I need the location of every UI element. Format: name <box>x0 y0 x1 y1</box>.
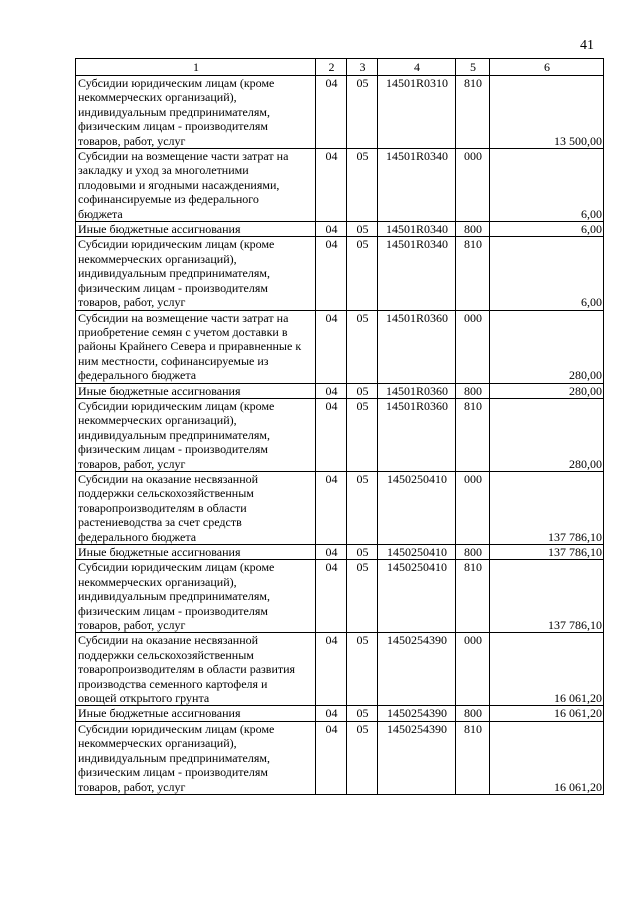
table-row <box>76 222 604 237</box>
amount-cell: 13 500,00 <box>490 76 604 149</box>
expense-type-cell: 000 <box>456 633 490 706</box>
column-header: 6 <box>490 59 604 76</box>
item-name-line: Субсидии юридическим лицам (кроме <box>78 721 275 736</box>
item-name-line: приобретение семян с учетом доставки в <box>78 324 288 339</box>
subsection-code-cell: 05 <box>347 471 378 544</box>
subsection-code-cell: 05 <box>347 706 378 721</box>
amount-cell: 6,00 <box>490 237 604 310</box>
expense-type-cell: 000 <box>456 149 490 222</box>
section-code-cell: 04 <box>316 149 347 222</box>
column-header: 4 <box>378 59 456 76</box>
item-name-line: поддержки сельскохозяйственным <box>78 486 254 501</box>
expense-type-cell: 810 <box>456 237 490 310</box>
subsection-code-cell: 05 <box>347 545 378 560</box>
item-name-line: Иные бюджетные ассигнования <box>78 545 241 559</box>
section-code-cell: 04 <box>316 545 347 560</box>
table-header-row <box>76 59 604 76</box>
item-name-line: федерального бюджета <box>78 368 197 383</box>
table-row <box>76 721 604 794</box>
target-article-cell: 14501R0340 <box>378 237 456 310</box>
item-name-line: Иные бюджетные ассигнования <box>78 383 241 398</box>
item-name-cell <box>76 560 316 633</box>
item-name-line: бюджета <box>78 206 123 221</box>
section-code-cell: 04 <box>316 560 347 633</box>
item-name-line: Субсидии юридическим лицам (кроме <box>78 560 275 575</box>
column-header: 2 <box>316 59 347 76</box>
table-row <box>76 149 604 222</box>
expense-type-cell: 000 <box>456 471 490 544</box>
item-name-line: некоммерческих организаций), <box>78 90 237 105</box>
section-code-cell: 04 <box>316 237 347 310</box>
section-code-cell: 04 <box>316 383 347 398</box>
item-name-line: Субсидии на возмещение части затрат на <box>78 149 289 164</box>
subsection-code-cell: 05 <box>347 222 378 237</box>
column-header: 1 <box>76 59 316 76</box>
item-name-line: растениеводства за счет средств <box>78 515 242 530</box>
item-name-line: Субсидии на оказание несвязанной <box>78 471 259 486</box>
column-header: 5 <box>456 59 490 76</box>
item-name-line: закладку и уход за многолетними <box>78 163 249 178</box>
section-code-cell: 04 <box>316 398 347 471</box>
target-article-cell: 14501R0340 <box>378 149 456 222</box>
item-name-line: товаров, работ, услуг <box>78 618 186 633</box>
item-name-line: некоммерческих организаций), <box>78 413 237 428</box>
item-name-line: индивидуальным предпринимателям, <box>78 427 270 442</box>
amount-cell: 16 061,20 <box>490 633 604 706</box>
item-name-line: индивидуальным предпринимателям, <box>78 589 270 604</box>
section-code-cell: 04 <box>316 706 347 721</box>
amount-cell: 16 061,20 <box>490 721 604 794</box>
item-name-line: товаропроизводителям в области развития <box>78 662 296 677</box>
item-name-line: физическим лицам - производителям <box>78 603 268 618</box>
target-article-cell: 1450250410 <box>378 471 456 544</box>
item-name-cell <box>76 222 316 237</box>
expense-type-cell: 810 <box>456 398 490 471</box>
target-article-cell: 14501R0360 <box>378 310 456 383</box>
subsection-code-cell: 05 <box>347 721 378 794</box>
amount-cell: 280,00 <box>490 398 604 471</box>
subsection-code-cell: 05 <box>347 398 378 471</box>
amount-cell: 137 786,10 <box>490 471 604 544</box>
table-row <box>76 383 604 398</box>
item-name-line: физическим лицам - производителям <box>78 765 268 780</box>
item-name-cell <box>76 76 316 149</box>
table-row <box>76 237 604 310</box>
item-name-cell <box>76 383 316 398</box>
item-name-cell <box>76 398 316 471</box>
table-row <box>76 398 604 471</box>
item-name-line: индивидуальным предпринимателям, <box>78 104 270 119</box>
item-name-line: некоммерческих организаций), <box>78 736 237 751</box>
item-name-line: Субсидии юридическим лицам (кроме <box>78 76 275 90</box>
target-article-cell: 14501R0340 <box>378 222 456 237</box>
item-name-line: софинансируемые из федерального <box>78 192 259 207</box>
item-name-line: ним местности, софинансируемые из <box>78 353 269 368</box>
amount-cell: 6,00 <box>490 149 604 222</box>
amount-cell: 280,00 <box>490 310 604 383</box>
item-name-line: товаров, работ, услуг <box>78 295 186 310</box>
item-name-line: физическим лицам - производителям <box>78 280 268 295</box>
page-number: 41 <box>580 38 594 53</box>
amount-cell: 16 061,20 <box>490 706 604 721</box>
table-row <box>76 633 604 706</box>
section-code-cell: 04 <box>316 633 347 706</box>
table-row <box>76 545 604 560</box>
target-article-cell: 14501R0360 <box>378 398 456 471</box>
item-name-line: товаров, работ, услуг <box>78 779 186 794</box>
target-article-cell: 1450250410 <box>378 560 456 633</box>
section-code-cell: 04 <box>316 310 347 383</box>
item-name-line: товаров, работ, услуг <box>78 133 186 148</box>
item-name-line: некоммерческих организаций), <box>78 574 237 589</box>
subsection-code-cell: 05 <box>347 149 378 222</box>
item-name-line: Иные бюджетные ассигнования <box>78 222 241 237</box>
item-name-cell <box>76 633 316 706</box>
amount-cell: 6,00 <box>490 222 604 237</box>
expense-type-cell: 810 <box>456 721 490 794</box>
item-name-line: плодовыми и ягодными насаждениями, <box>78 177 280 192</box>
column-header: 3 <box>347 59 378 76</box>
target-article-cell: 14501R0310 <box>378 76 456 149</box>
expense-type-cell: 800 <box>456 706 490 721</box>
target-article-cell: 1450254390 <box>378 706 456 721</box>
target-article-cell: 1450254390 <box>378 633 456 706</box>
item-name-line: Иные бюджетные ассигнования <box>78 706 241 721</box>
item-name-line: Субсидии на возмещение части затрат на <box>78 310 289 325</box>
budget-table <box>75 58 604 795</box>
expense-type-cell: 810 <box>456 560 490 633</box>
item-name-line: физическим лицам - производителям <box>78 442 268 457</box>
subsection-code-cell: 05 <box>347 633 378 706</box>
item-name-line: федерального бюджета <box>78 529 197 544</box>
target-article-cell: 1450254390 <box>378 721 456 794</box>
item-name-line: районы Крайнего Севера и приравненные к <box>78 339 302 354</box>
item-name-line: индивидуальным предпринимателям, <box>78 266 270 281</box>
target-article-cell: 1450250410 <box>378 545 456 560</box>
section-code-cell: 04 <box>316 721 347 794</box>
table-body <box>76 76 604 795</box>
item-name-line: производства семенного картофеля и <box>78 676 268 691</box>
section-code-cell: 04 <box>316 471 347 544</box>
amount-cell: 280,00 <box>490 383 604 398</box>
item-name-line: товаропроизводителям в области <box>78 500 247 515</box>
subsection-code-cell: 05 <box>347 76 378 149</box>
item-name-line: поддержки сельскохозяйственным <box>78 647 254 662</box>
item-name-line: индивидуальным предпринимателям, <box>78 750 270 765</box>
item-name-cell <box>76 471 316 544</box>
item-name-cell <box>76 545 316 560</box>
table-row <box>76 471 604 544</box>
expense-type-cell: 800 <box>456 545 490 560</box>
item-name-line: некоммерческих организаций), <box>78 251 237 266</box>
expense-type-cell: 800 <box>456 222 490 237</box>
subsection-code-cell: 05 <box>347 383 378 398</box>
item-name-cell <box>76 310 316 383</box>
expense-type-cell: 810 <box>456 76 490 149</box>
item-name-line: физическим лицам - производителям <box>78 119 268 134</box>
item-name-cell <box>76 237 316 310</box>
subsection-code-cell: 05 <box>347 310 378 383</box>
section-code-cell: 04 <box>316 222 347 237</box>
target-article-cell: 14501R0360 <box>378 383 456 398</box>
item-name-line: овощей открытого грунта <box>78 691 210 706</box>
amount-cell: 137 786,10 <box>490 545 604 560</box>
expense-type-cell: 800 <box>456 383 490 398</box>
section-code-cell: 04 <box>316 76 347 149</box>
table-row <box>76 76 604 149</box>
item-name-line: Субсидии юридическим лицам (кроме <box>78 237 275 252</box>
table-row <box>76 706 604 721</box>
table-row <box>76 310 604 383</box>
expense-type-cell: 000 <box>456 310 490 383</box>
table-row <box>76 560 604 633</box>
item-name-cell <box>76 706 316 721</box>
subsection-code-cell: 05 <box>347 560 378 633</box>
amount-cell: 137 786,10 <box>490 560 604 633</box>
item-name-cell <box>76 721 316 794</box>
item-name-line: товаров, работ, услуг <box>78 456 186 471</box>
subsection-code-cell: 05 <box>347 237 378 310</box>
item-name-line: Субсидии юридическим лицам (кроме <box>78 398 275 413</box>
item-name-line: Субсидии на оказание несвязанной <box>78 633 259 648</box>
item-name-cell <box>76 149 316 222</box>
